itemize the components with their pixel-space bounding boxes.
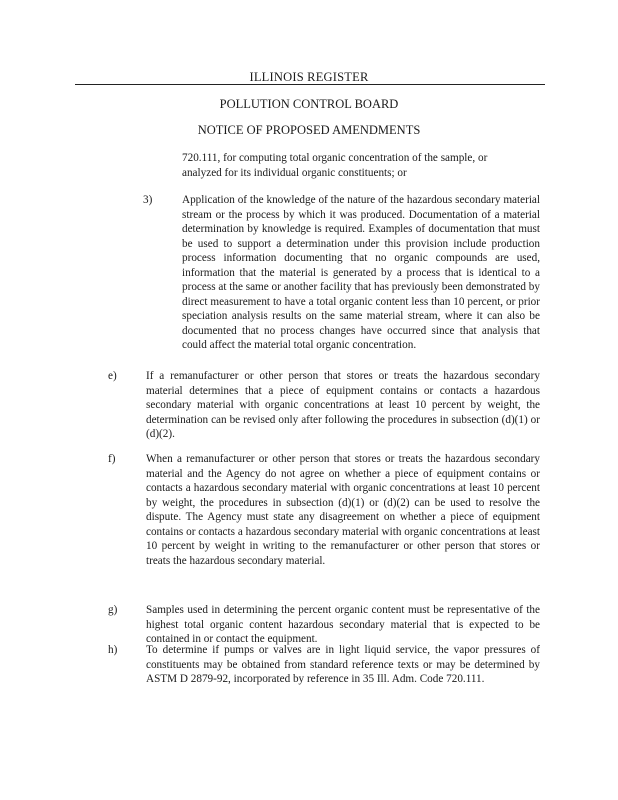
header-rule [75,84,545,85]
item-label-3: 3) [143,194,153,206]
item-text-f: When a remanufacturer or other person that stores or treats the hazardous secondary material and the Agency do not agree on whether a piece of equipment contains or contacts a hazardous secondary material with organic concentrations at least 10 percent by weight, the procedures in subsection (d)(1) or (d)(2) can be used to resolve the dispute. The Agency must state any disagreement on whether a piece of equipment contains or contacts a hazardous secondary material with organic concentrations at least 10 percent by weight in writing to the remanufacturer or other person that stores or treats the hazardous secondary material. [146,453,540,567]
item-text-3: Application of the knowledge of the nature of the hazardous secondary material stream or the process by which it was produced. Documentation of a material determination by knowledge is required. Examples of documentation that must be used to support a determination under this provision include production process information documenting that no organic compounds are used, information that the material is generated by a process that is identical to a process at the same or another facility that has previously been demonstrated by direct measurement to have a total organic content less than 10 percent, or prior speciation analysis results on the same material stream, where it can also be documented that no process changes have occurred since that analysis that could affect the material total organic concentration. [182,194,540,351]
register-title: ILLINOIS REGISTER [249,70,369,84]
item-label-e: e) [108,370,117,382]
item-label-f: f) [108,453,116,465]
continuation-text: 720.111, for computing total organic concentration of the sample, or analyzed for its individual organic constituents; or [182,152,488,179]
board-title: POLLUTION CONTROL BOARD [219,97,399,111]
notice-title: NOTICE OF PROPOSED AMENDMENTS [197,123,421,137]
item-text-e: If a remanufacturer or other person that stores or treats the hazardous secondary material determines that a piece of equipment contains or contacts a hazardous secondary material with organic concentrations at least 10 percent by weight, the determination can be revised only after following the procedures in subsection (d)(1) or (d)(2). [146,370,540,440]
item-text-g: Samples used in determining the percent organic content must be representative of the highest total organic content hazardous secondary material that is expected to be contained in or contact the equipment. [146,604,540,645]
item-label-h: h) [108,644,118,656]
item-label-g: g) [108,604,118,616]
item-text-h: To determine if pumps or valves are in light liquid service, the vapor pressures of constituents may be obtained from standard reference texts or may be determined by ASTM D 2879-92, incorporated by reference in 35 Ill. Adm. Code 720.111. [146,644,540,685]
